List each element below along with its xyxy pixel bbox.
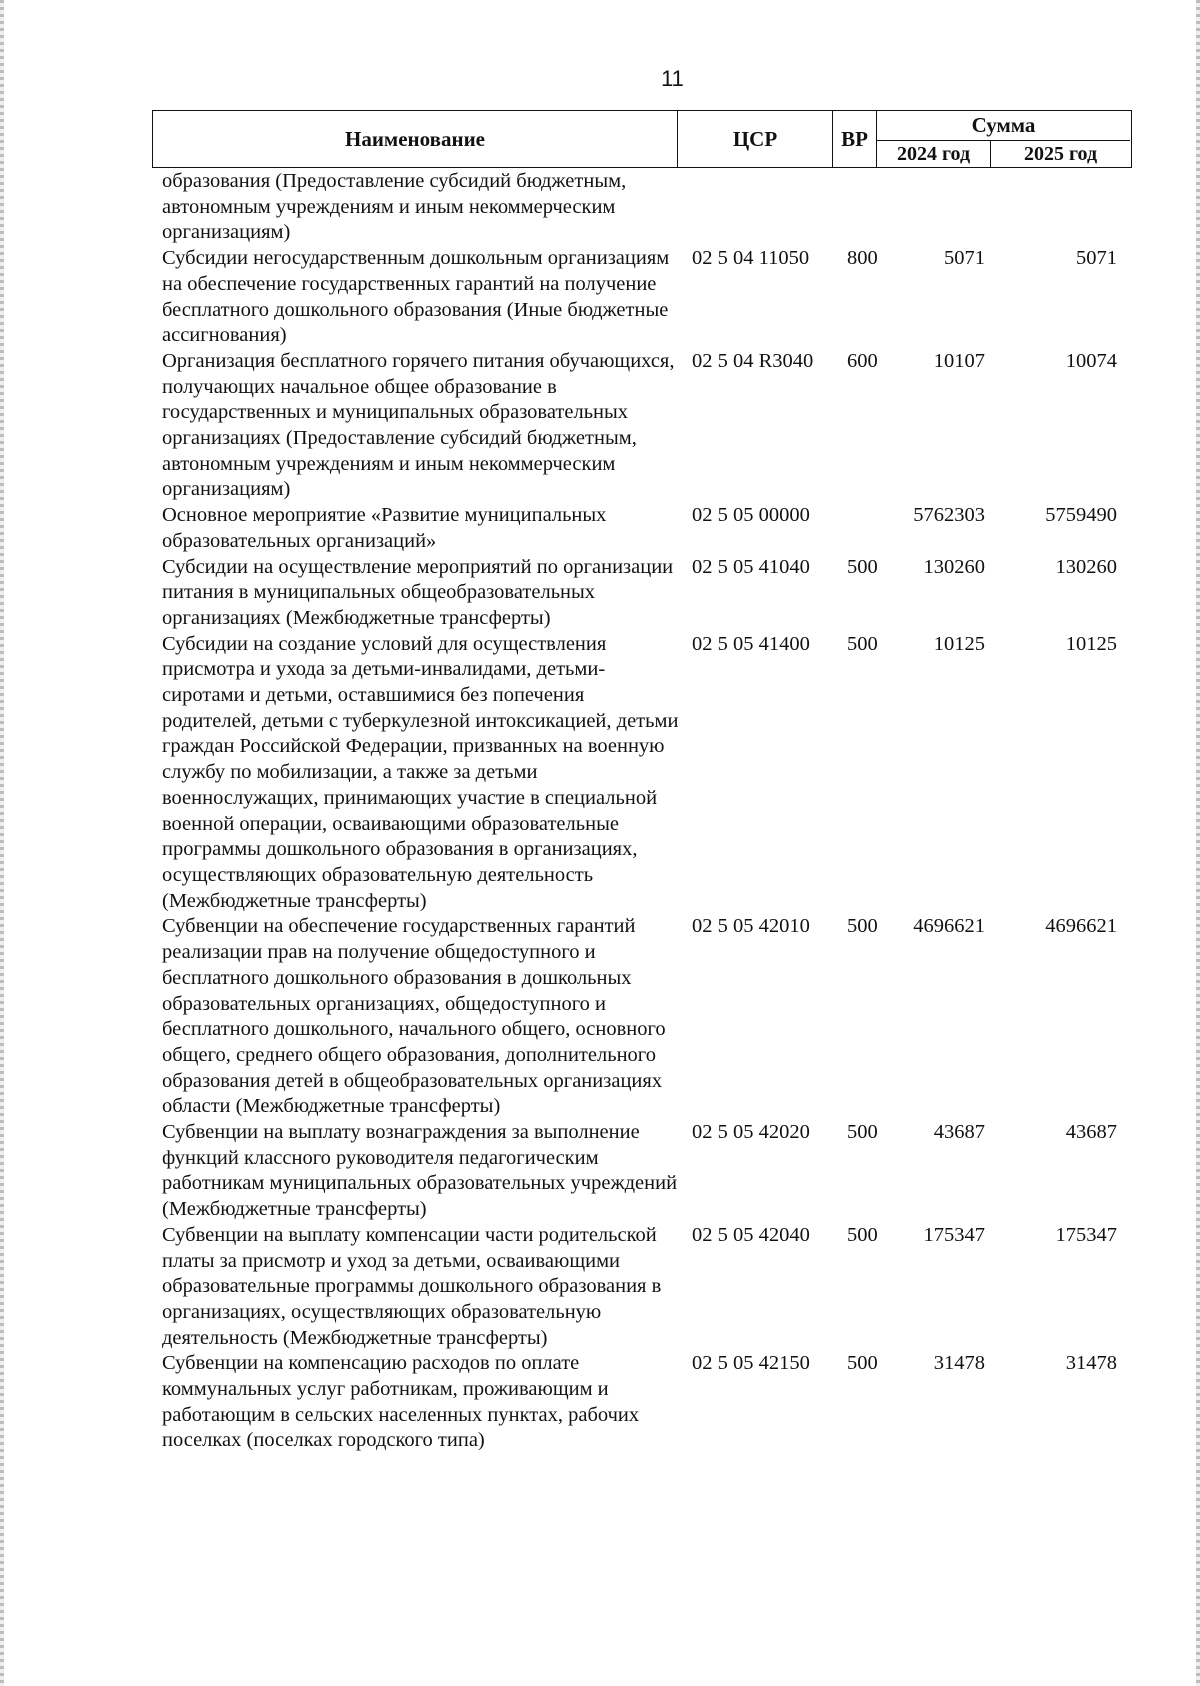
row-name: Субвенции на выплату вознаграждения за выполнение функций классного руководителя педагогическим работникам муниципальных образовательных учреждений (Межбюджетные трансферты) bbox=[162, 1121, 678, 1221]
row-vr: 500 bbox=[847, 632, 878, 655]
row-name: Субвенции на обеспечение государственных гарантий реализации прав на получение общедоступного и бесплатного дошкольного образования в дошкольных образовательных организациях, общедоступного и бесплатного дошкольного, начального общего, основного общего, среднего общего образования, дополнительного образования детей в общеобразовательных организациях области (Межбюджетные трансферты) bbox=[162, 915, 666, 1118]
row-sum-2025: 4696621 bbox=[1045, 915, 1117, 938]
row-csr: 02 5 05 00000 bbox=[692, 504, 810, 527]
table-row bbox=[162, 914, 1132, 1120]
header-sum: Сумма bbox=[877, 111, 1130, 141]
row-vr: 800 bbox=[847, 247, 878, 270]
row-name: Основное мероприятие «Развитие муниципальных образовательных организаций» bbox=[162, 504, 607, 552]
row-name: Субсидии на создание условий для осуществления присмотра и ухода за детьми-инвалидами, детьми-сиротами и детьми, оставшимися без попечения родителей, детьми с туберкулезной интоксикацией, детьми граждан Российской Федерации, призванных на военную службу по мобилизации, а также за детьми военнослужащих, принимающих участие в специальной военной операции, осваивающими образовательные программы дошкольного образования в организациях, осуществляющих образовательную деятельность (Межбюджетные трансферты) bbox=[162, 632, 679, 912]
row-csr: 02 5 05 41040 bbox=[692, 555, 810, 578]
row-sum-2025: 31478 bbox=[1065, 1352, 1117, 1375]
row-vr: 500 bbox=[847, 1352, 878, 1375]
row-sum-2024: 10107 bbox=[933, 349, 985, 372]
row-sum-2025: 5071 bbox=[1076, 247, 1117, 270]
scan-edge-right bbox=[1196, 0, 1200, 1686]
page-number: 11 bbox=[661, 66, 684, 91]
row-sum-2025: 43687 bbox=[1065, 1121, 1117, 1144]
row-name: Субсидии на осуществление мероприятий по организации питания в муниципальных общеобразовательных организациях (Межбюджетные трансферты) bbox=[162, 555, 674, 629]
row-sum-2024: 5762303 bbox=[913, 504, 985, 527]
row-csr: 02 5 05 42150 bbox=[692, 1352, 810, 1375]
row-vr: 500 bbox=[847, 1121, 878, 1144]
row-name: Субвенции на выплату компенсации части родительской платы за присмотр и уход за детьми, осваивающими образовательные программы дошкольного образования в организациях, осуществляющих образовательную деятельность (Межбюджетные трансферты) bbox=[162, 1223, 662, 1349]
scan-edge-left bbox=[0, 0, 4, 1686]
row-name: Субвенции на компенсацию расходов по оплате коммунальных услуг работникам, проживающим и работающим в сельских населенных пунктах, рабочих поселках (поселках городского типа) bbox=[162, 1352, 640, 1452]
row-vr: 600 bbox=[847, 349, 878, 372]
row-csr: 02 5 04 R3040 bbox=[692, 349, 814, 372]
row-vr: 500 bbox=[847, 555, 878, 578]
row-sum-2024: 10125 bbox=[933, 632, 985, 655]
header-vr: ВР bbox=[833, 111, 877, 167]
table-row bbox=[162, 555, 1132, 632]
row-name: Субсидии негосударственным дошкольным организациям на обеспечение государственных гарантий на получение бесплатного дошкольного образования (Иные бюджетные ассигнования) bbox=[162, 247, 670, 347]
row-sum-2025: 5759490 bbox=[1045, 504, 1117, 527]
row-csr: 02 5 04 11050 bbox=[692, 247, 810, 270]
row-sum-2024: 43687 bbox=[933, 1121, 985, 1144]
table-row bbox=[162, 349, 1132, 503]
table-row bbox=[162, 1223, 1132, 1352]
header-year-2024: 2024 год bbox=[877, 141, 991, 167]
row-vr: 500 bbox=[847, 915, 878, 938]
row-sum-2024: 4696621 bbox=[913, 915, 985, 938]
header-year-2025: 2025 год bbox=[1023, 142, 1098, 165]
row-sum-2024: 5071 bbox=[944, 247, 985, 270]
table-row bbox=[162, 503, 1132, 554]
header-name: Наименование bbox=[153, 111, 678, 167]
table-row bbox=[162, 169, 1132, 246]
row-csr: 02 5 05 42020 bbox=[692, 1121, 810, 1144]
row-csr: 02 5 05 42040 bbox=[692, 1223, 810, 1246]
row-sum-2025: 10074 bbox=[1065, 349, 1117, 372]
header-csr: ЦСР bbox=[678, 111, 833, 167]
table-row bbox=[162, 246, 1132, 349]
row-csr: 02 5 05 41400 bbox=[692, 632, 810, 655]
table-row bbox=[162, 1120, 1132, 1223]
row-vr: 500 bbox=[847, 1223, 878, 1246]
row-sum-2025: 10125 bbox=[1065, 632, 1117, 655]
row-name: образования (Предоставление субсидий бюджетным, автономным учреждениям и иным некоммерческим организациям) bbox=[162, 170, 627, 244]
row-csr: 02 5 05 42010 bbox=[692, 915, 810, 938]
row-sum-2024: 130260 bbox=[923, 555, 985, 578]
row-sum-2025: 130260 bbox=[1055, 555, 1117, 578]
row-sum-2024: 175347 bbox=[923, 1223, 985, 1246]
table-body bbox=[162, 169, 1132, 1454]
row-sum-2025: 175347 bbox=[1055, 1223, 1117, 1246]
row-sum-2024: 31478 bbox=[933, 1352, 985, 1375]
table-row bbox=[162, 1351, 1132, 1454]
row-name: Организация бесплатного горячего питания обучающихся, получающих начальное общее образование в государственных и муниципальных образовательных организациях (Предоставление субсидий бюджетным, автономным учреждениям и иным некоммерческим организациям) bbox=[162, 349, 675, 501]
table-row bbox=[162, 632, 1132, 915]
table-header bbox=[152, 110, 1132, 168]
